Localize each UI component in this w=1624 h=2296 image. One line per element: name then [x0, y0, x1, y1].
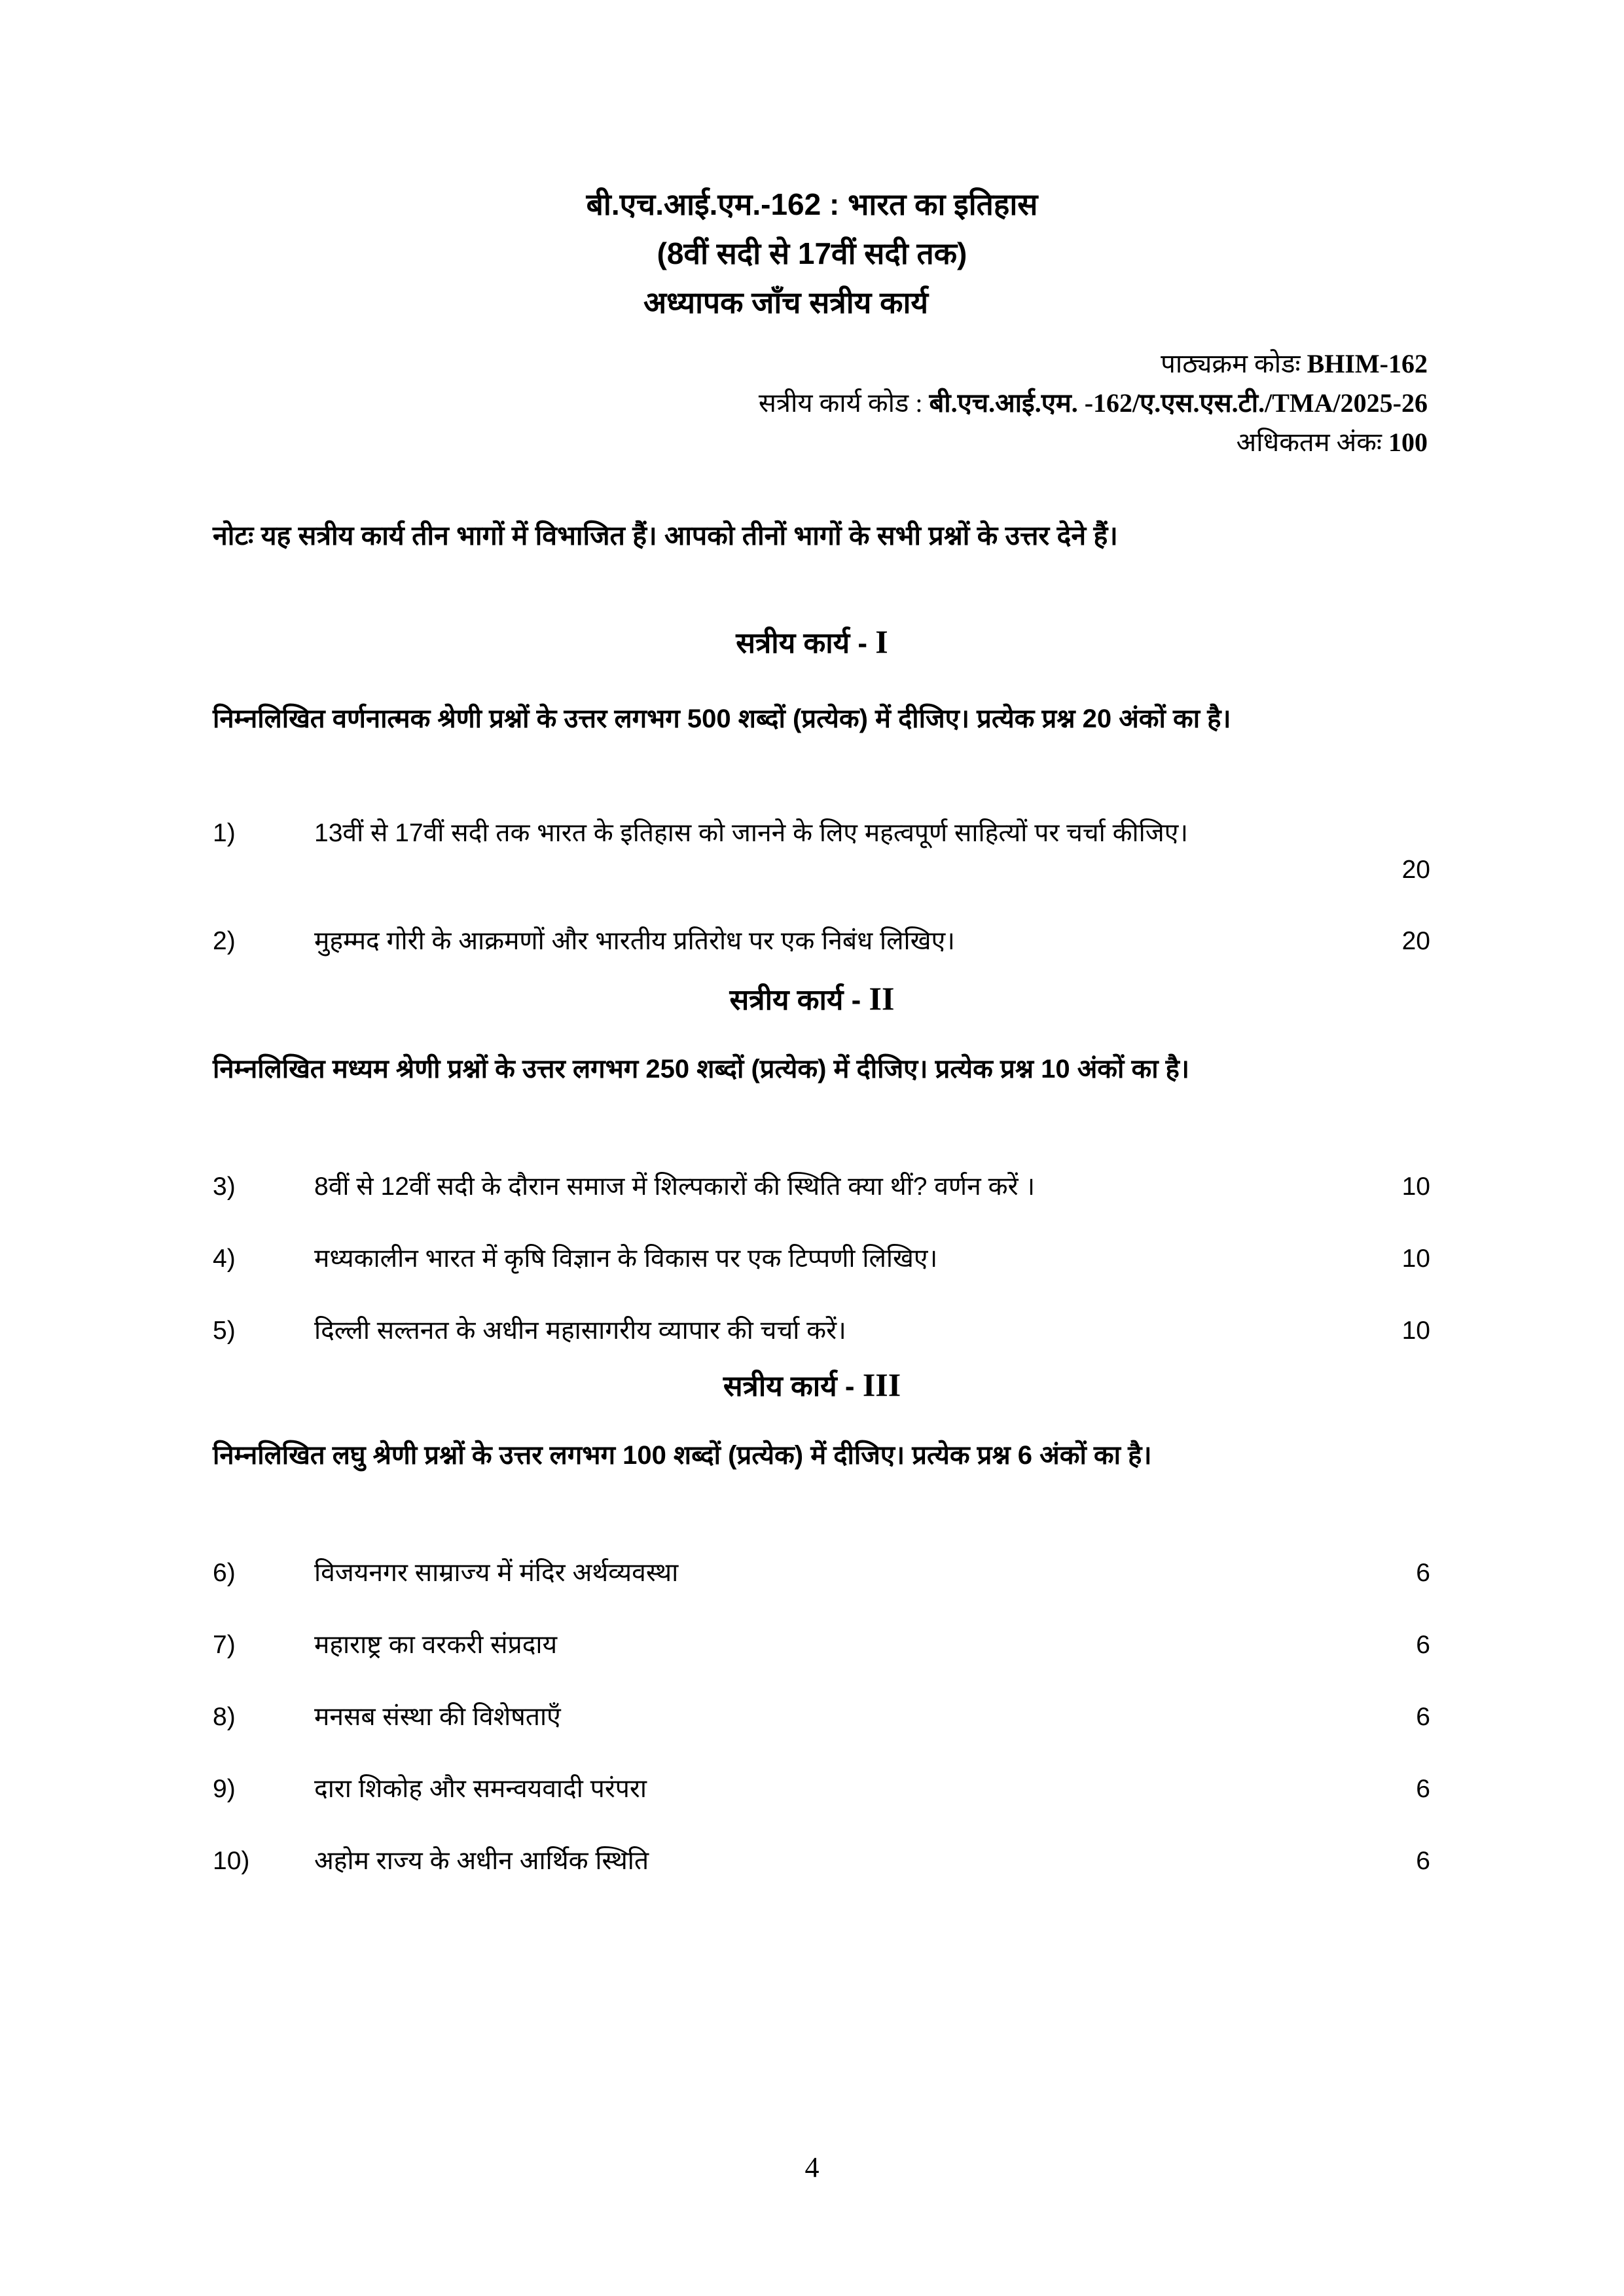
- question-number: 3): [213, 1173, 236, 1201]
- assignment-code-label: सत्रीय कार्य कोड :: [758, 388, 923, 418]
- section-heading-2: सत्रीय कार्य - II: [729, 980, 895, 1017]
- question-marks: 10: [1401, 1245, 1430, 1273]
- max-marks: [1236, 424, 1428, 461]
- question-text: मुहम्मद गोरी के आक्रमणों और भारतीय प्रतिरोध पर एक निबंध लिखिए।: [314, 927, 955, 955]
- question-text: मध्यकालीन भारत में कृषि विज्ञान के विकास पर एक टिप्पणी लिखिए।: [314, 1245, 938, 1273]
- section-instruction-2: निम्नलिखित मध्यम श्रेणी प्रश्नों के उत्तर लगभग 250 शब्दों (प्रत्येक) में दीजिए। प्रत्येक प्रश्न 10 अंकों का है।: [213, 1055, 1190, 1084]
- question-marks: 6: [1416, 1559, 1430, 1587]
- question-text: मनसब संस्था की विशेषताएँ: [314, 1703, 561, 1731]
- assignment-code-value: बी.एच.आई.एम. -162/ए.एस.एस.टी./TMA/2025-26: [929, 388, 1428, 418]
- question-number: 6): [213, 1559, 236, 1587]
- document-subtitle: (8वीं सदी से 17वीं सदी तक): [657, 236, 967, 270]
- question-number: 1): [213, 819, 236, 847]
- course-code-value: BHIM-162: [1307, 349, 1428, 378]
- page-number: 4: [804, 2151, 820, 2183]
- question-marks: 6: [1416, 1847, 1430, 1875]
- question-marks: 10: [1401, 1317, 1430, 1345]
- question-number: 5): [213, 1317, 236, 1345]
- question-text: अहोम राज्य के अधीन आर्थिक स्थिति: [314, 1847, 649, 1875]
- question-marks: 20: [1401, 856, 1430, 884]
- question-number: 7): [213, 1631, 236, 1659]
- course-code-label: पाठ्यक्रम कोडः: [1161, 349, 1301, 378]
- question-text: 8वीं से 12वीं सदी के दौरान समाज में शिल्पकारों की स्थिति क्या थीं? वर्णन करें ।: [314, 1173, 1036, 1201]
- section-heading-3: सत्रीय कार्य - III: [723, 1366, 901, 1403]
- document-title: बी.एच.आई.एम.-162 : भारत का इतिहास: [586, 187, 1038, 221]
- question-text: दिल्ली सल्तनत के अधीन महासागरीय व्यापार की चर्चा करें।: [314, 1317, 846, 1345]
- question-text: दारा शिकोह और समन्वयवादी परंपरा: [314, 1775, 647, 1803]
- question-number: 9): [213, 1775, 236, 1803]
- max-marks-label: अधिकतम अंकः: [1236, 428, 1382, 457]
- question-marks: 6: [1416, 1631, 1430, 1659]
- question-number: 8): [213, 1703, 236, 1731]
- question-text: 13वीं से 17वीं सदी तक भारत के इतिहास को जानने के लिए महत्वपूर्ण साहित्यों पर चर्चा कीजिए।: [314, 819, 1189, 847]
- section-instruction-1: निम्नलिखित वर्णनात्मक श्रेणी प्रश्नों के उत्तर लगभग 500 शब्दों (प्रत्येक) में दीजिए। प्रत्येक प्रश्न 20 अंकों का है।: [213, 704, 1231, 733]
- question-marks: 6: [1416, 1703, 1430, 1731]
- question-marks: 20: [1401, 927, 1430, 955]
- assignment-note: नोटः यह सत्रीय कार्य तीन भागों में विभाजित हैं। आपको तीनों भागों के सभी प्रश्नों के उत्तर देने हैं।: [213, 520, 1118, 551]
- document-type-heading: अध्यापक जाँच सत्रीय कार्य: [643, 285, 929, 319]
- section-instruction-3: निम्नलिखित लघु श्रेणी प्रश्नों के उत्तर लगभग 100 शब्दों (प्रत्येक) में दीजिए। प्रत्येक प्रश्न 6 अंकों का है।: [213, 1441, 1152, 1470]
- question-marks: 10: [1401, 1173, 1430, 1201]
- question-marks: 6: [1416, 1775, 1430, 1803]
- question-text: महाराष्ट्र का वरकरी संप्रदाय: [314, 1631, 558, 1659]
- section-heading-1: सत्रीय कार्य - I: [736, 623, 888, 660]
- assignment-code: [759, 385, 1428, 422]
- question-number: 10): [213, 1847, 250, 1875]
- question-number: 2): [213, 927, 236, 955]
- max-marks-value: 100: [1388, 428, 1428, 457]
- question-number: 4): [213, 1245, 236, 1273]
- question-text: विजयनगर साम्राज्य में मंदिर अर्थव्यवस्था: [314, 1559, 679, 1587]
- course-code: [1161, 346, 1428, 382]
